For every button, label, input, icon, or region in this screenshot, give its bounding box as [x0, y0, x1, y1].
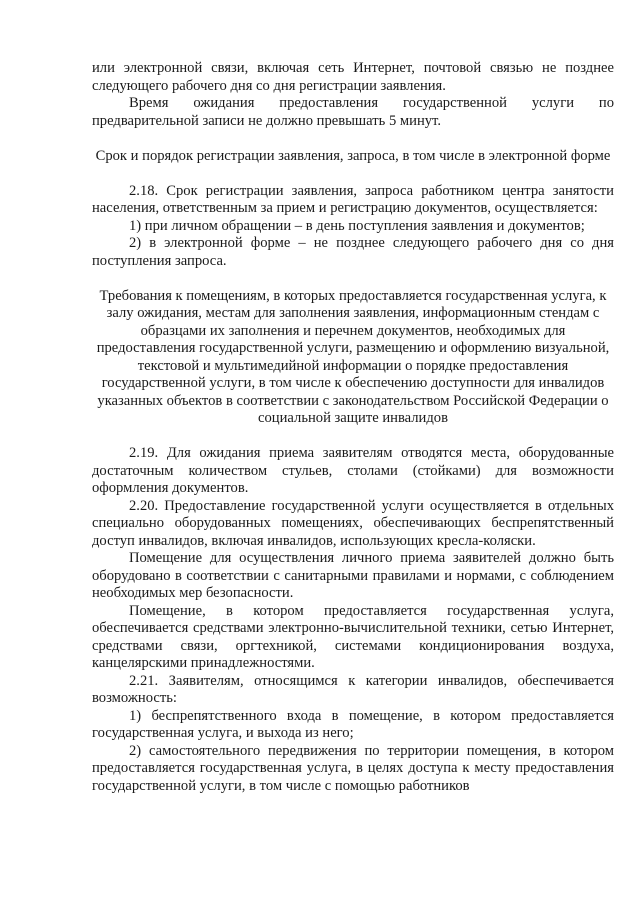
- paragraph-premises-equipment: Помещение для осуществления личного приема заявителей должно быть оборудовано в соответствии с санитарными правилами и нормами, с соблюдением необходимых мер безопасности.: [92, 550, 614, 601]
- paragraph-waiting-time: Время ожидания предоставления государственной услуги по предварительной записи не должно превышать 5 минут.: [92, 95, 614, 129]
- list-item-movement: 2) самостоятельного передвижения по территории помещения, в котором предоставляется государственная услуга, в целях доступа к месту предоставления государственной услуги, в том числе с помощью работников: [92, 742, 614, 794]
- paragraph-2-20: 2.20. Предоставление государственной услуги осуществляется в отдельных специально оборудованных помещениях, обеспечивающих беспрепятственный доступ инвалидов, включая инвалидов, использующих кресла-коляски.: [92, 497, 614, 549]
- paragraph-premises-tech: Помещение, в котором предоставляется государственная услуга, обеспечивается средствами электронно-вычислительной техники, сетью Интернет, средствами связи, оргтехникой, системами кондиционирования воздуха, канцелярскими принадлежностями.: [92, 602, 614, 671]
- section-heading-premises: Требования к помещениям, в которых предоставляется государственная услуга, к залу ожидания, местам для заполнения заявления, информационным стендам с образцами их заполнения и перечнем документов, необходимых для предоставления государственной услуги, размещению и оформлению визуальной, текстовой и мультимедийной информации о порядке предоставления государственной услуги, в том числе к обеспечению доступности для инвалидов указанных объектов в соответствии с законодательством Российской Федерации о социальной защите инвалидов: [96, 287, 610, 426]
- list-item-2: 2) в электронной форме – не позднее следующего рабочего дня со дня поступления запроса.: [92, 235, 614, 269]
- paragraph-2-19: 2.19. Для ожидания приема заявителям отводятся места, оборудованные достаточным количеством стульев, столами (стойками) для возможности оформления документов.: [92, 445, 614, 496]
- paragraph-2-21: 2.21. Заявителям, относящимся к категории инвалидов, обеспечивается возможность:: [92, 672, 614, 706]
- list-item-entry: 1) беспрепятственного входа в помещение, в котором предоставляется государственная услуга, и выхода из него;: [92, 707, 614, 741]
- paragraph-2-18: 2.18. Срок регистрации заявления, запроса работником центра занятости населения, ответственным за прием и регистрацию документов, осуществляется:: [92, 182, 614, 216]
- document-body: [92, 60, 614, 795]
- section-heading-registration: Срок и порядок регистрации заявления, запроса, в том числе в электронной форме: [95, 147, 611, 164]
- paragraph-continuation: или электронной связи, включая сеть Интернет, почтовой связью не позднее следующего рабочего дня со дня регистрации заявления.: [92, 60, 614, 94]
- list-item-1: 1) при личном обращении – в день поступления заявления и документов;: [129, 217, 585, 234]
